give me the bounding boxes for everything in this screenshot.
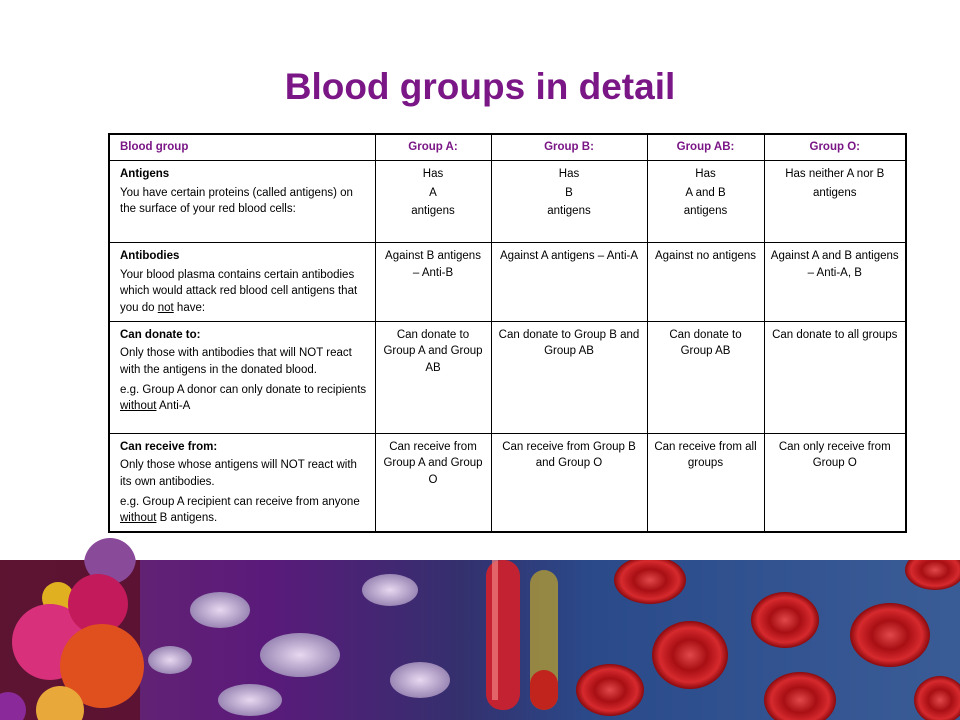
- cell-line: Has: [422, 168, 444, 180]
- text-run: Anti-A: [156, 400, 191, 413]
- cell-line: Has neither A nor B: [785, 168, 885, 180]
- text-run: e.g. Group A donor can only donate to recipients: [120, 383, 367, 396]
- underlined-text: without: [120, 400, 157, 413]
- cell-line: antigens: [411, 205, 455, 218]
- row-example: [120, 382, 367, 415]
- table-header-row: [109, 134, 906, 161]
- text-run: e.g. Group A recipient can receive from anyone: [120, 495, 360, 508]
- cell-group-a: Can receive from Group A and Group O: [375, 433, 491, 532]
- cell-group-o: Can donate to all groups: [764, 321, 906, 433]
- row-heading: Antibodies: [120, 250, 180, 262]
- row-heading: Can donate to:: [120, 328, 201, 341]
- row-heading: Can receive from:: [120, 440, 218, 453]
- row-label-cell: [109, 243, 375, 322]
- row-description: Only those with antibodies that will NOT react with the antigens in the donated blood.: [120, 347, 352, 377]
- blood-cells-banner-image: [0, 560, 960, 720]
- cell-group-a: Can donate to Group A and Group AB: [375, 321, 491, 433]
- row-example: [120, 494, 367, 527]
- table-row-antibodies: [109, 243, 906, 322]
- blood-groups-table: [108, 133, 907, 533]
- cell-group-b: Can donate to Group B and Group AB: [491, 321, 647, 433]
- cell-line: Has: [695, 168, 716, 180]
- cell-group-ab: [647, 161, 764, 243]
- underlined-text: not: [157, 302, 174, 315]
- table-row-antigens: [109, 161, 906, 243]
- cell-line: Has: [558, 168, 580, 180]
- cell-line: antigens: [683, 205, 728, 218]
- cell-group-b: [491, 161, 647, 243]
- column-header-group-o: Group O:: [764, 134, 906, 161]
- cell-group-a: Against B antigens – Anti-B: [375, 243, 491, 322]
- column-header-group-b: Group B:: [491, 134, 647, 161]
- cell-group-o: [764, 161, 906, 243]
- underlined-text: without: [120, 512, 157, 525]
- text-run: Your blood plasma contains certain antibodies which would attack red blood cell antigens that you do: [120, 268, 358, 315]
- text-run: have:: [173, 302, 206, 315]
- cell-group-ab: Can donate to Group AB: [647, 321, 764, 433]
- cell-line: A: [429, 186, 437, 199]
- slide-title: Blood groups in detail: [284, 66, 676, 107]
- row-label-cell: [109, 161, 375, 243]
- row-heading: Antigens: [120, 168, 170, 180]
- cell-group-b: Against A antigens – Anti-A: [491, 243, 647, 322]
- text-run: B antigens.: [156, 512, 218, 525]
- cell-line: B: [565, 186, 573, 199]
- cell-group-ab: Against no antigens: [647, 243, 764, 322]
- column-header-group-a: Group A:: [375, 134, 491, 161]
- cell-group-ab: Can receive from all groups: [647, 433, 764, 532]
- table-row-can-receive: [109, 433, 906, 532]
- row-label-cell: [109, 433, 375, 532]
- cell-line: antigens: [547, 205, 591, 218]
- column-header-blood-group: Blood group: [109, 134, 375, 161]
- cell-line: A and B: [685, 186, 726, 199]
- cell-group-o: Can only receive from Group O: [764, 433, 906, 532]
- row-description: You have certain proteins (called antigens) on the surface of your red blood cells:: [120, 186, 353, 216]
- ornament-top: [0, 530, 160, 560]
- row-description: [120, 267, 367, 317]
- row-description: Only those whose antigens will NOT react with its own antibodies.: [120, 459, 357, 489]
- cell-group-b: Can receive from Group B and Group O: [491, 433, 647, 532]
- cell-line: antigens: [813, 186, 857, 199]
- row-label-cell: [109, 321, 375, 433]
- cell-group-o: Against A and B antigens – Anti-A, B: [764, 243, 906, 322]
- table-row-can-donate: [109, 321, 906, 433]
- cell-group-a: [375, 161, 491, 243]
- column-header-group-ab: Group AB:: [647, 134, 764, 161]
